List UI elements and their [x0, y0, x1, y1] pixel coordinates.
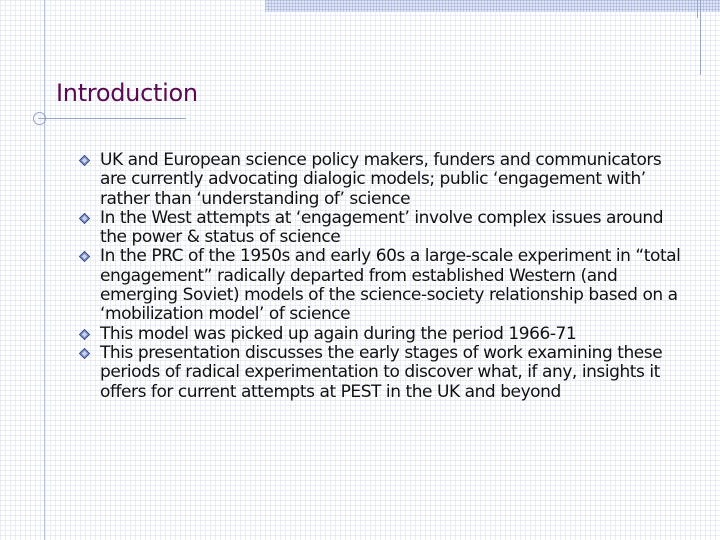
bullet-item	[78, 151, 688, 209]
decorative-circle	[33, 112, 46, 125]
bullet-text: This presentation discusses the early stages of work examining these periods of radical experimentation to discover what, if any, insights it offers for current attempts at PEST in the UK and beyond	[100, 342, 663, 402]
bullet-text: In the West attempts at ‘engagement’ involve complex issues around the power & status of science	[100, 207, 664, 248]
decorative-right-rule-short	[697, 0, 698, 18]
bullet-item	[78, 325, 688, 344]
bullet-item	[78, 209, 688, 248]
bullet-text: UK and European science policy makers, funders and communicators are currently advocating dialogic models; public ‘engagement with’ rather than ‘understanding of’ science	[100, 150, 662, 209]
bullet-list	[78, 151, 688, 402]
diamond-bullet-icon	[79, 155, 90, 166]
bullet-text: In the PRC of the 1950s and early 60s a large-scale experiment in “total engagement” radically departed from established Western (and emerging Soviet) models of the science-society relationship based on a ‘mobilization model’ of science	[100, 246, 681, 325]
slide-title: Introduction	[56, 79, 198, 107]
diamond-bullet-icon	[79, 251, 90, 262]
title-underline-rule	[38, 118, 186, 119]
decorative-left-rule	[44, 0, 45, 540]
decorative-top-band	[265, 0, 720, 12]
bullet-item	[78, 344, 688, 402]
diamond-bullet-icon	[79, 329, 90, 340]
diamond-bullet-icon	[79, 213, 90, 224]
decorative-right-rule	[700, 0, 701, 75]
diamond-bullet-icon	[79, 348, 90, 359]
bullet-text: This model was picked up again during the period 1966-71	[100, 323, 577, 344]
bullet-item	[78, 247, 688, 324]
